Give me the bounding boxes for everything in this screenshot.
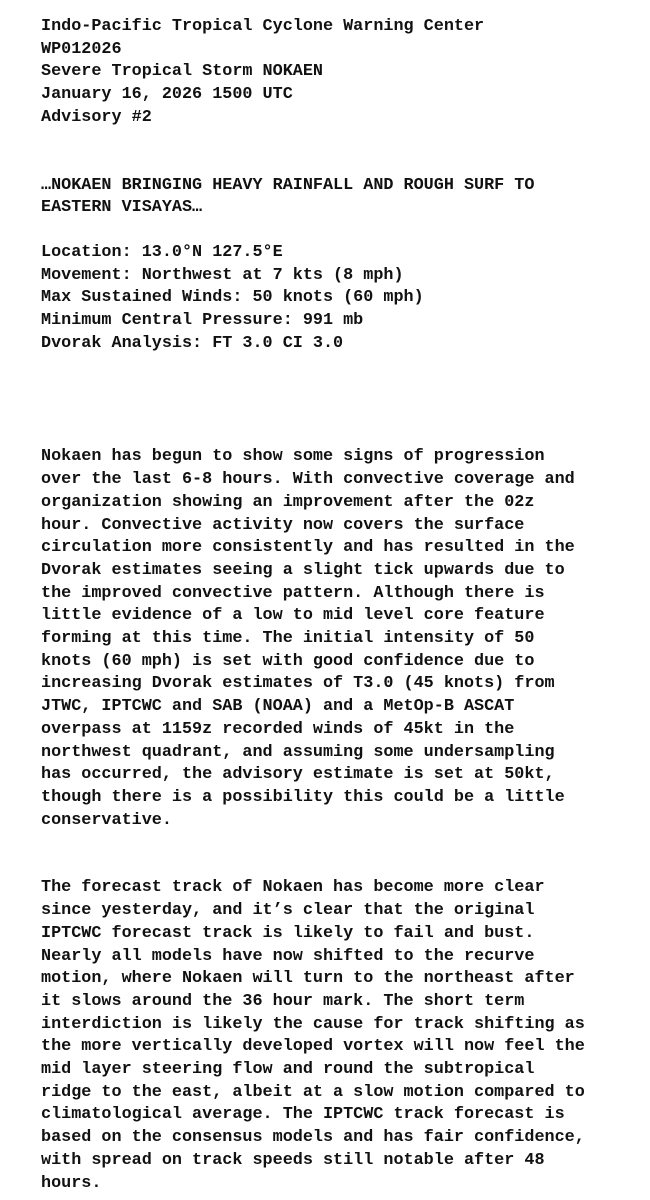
paragraph-line: little evidence of a low to mid level core feature (41, 606, 545, 626)
paragraph-line: IPTCWC forecast track is likely to fail and bust. (41, 923, 535, 943)
storm-stats (41, 242, 621, 356)
paragraph-line: interdiction is likely the cause for track shifting as (41, 1014, 585, 1034)
paragraph-line: hour. Convective activity now covers the surface (41, 515, 525, 535)
paragraph-line: increasing Dvorak estimates of T3.0 (45 knots) from (41, 674, 555, 694)
paragraph-line: based on the consensus models and has fair confidence, (41, 1128, 585, 1148)
paragraph-line: hours. (41, 1173, 102, 1193)
paragraph-line: the more vertically developed vortex will now feel the (41, 1037, 585, 1057)
headline-line: …NOKAEN BRINGING HEAVY RAINFALL AND ROUGH SURF TO (41, 175, 535, 195)
paragraph-line: motion, where Nokaen will turn to the northeast after (41, 969, 575, 989)
headline-line: EASTERN VISAYAS… (41, 198, 203, 218)
paragraph-line: it slows around the 36 hour mark. The short term (41, 991, 525, 1011)
paragraph-line: since yesterday, and it’s clear that the original (41, 901, 535, 921)
paragraph-line: over the last 6-8 hours. With convective coverage and (41, 470, 575, 490)
paragraph-line: with spread on track speeds still notable after 48 (41, 1150, 545, 1170)
paragraph-line: forming at this time. The initial intensity of 50 (41, 629, 535, 649)
paragraph-line: though there is a possibility this could be a little (41, 787, 565, 807)
paragraph-line: ridge to the east, albeit at a slow motion compared to (41, 1082, 585, 1102)
advisory-header (41, 16, 621, 130)
stat-location: Location: 13.0°N 127.5°E (41, 242, 283, 262)
paragraph-line: climatological average. The IPTCWC track forecast is (41, 1105, 565, 1125)
paragraph-line: organization showing an improvement after the 02z (41, 492, 535, 512)
advisory-headline (41, 175, 621, 220)
paragraph-line: circulation more consistently and has resulted in the (41, 538, 575, 558)
discussion-paragraph-intensity (41, 446, 621, 832)
paragraph-line: the improved convective pattern. Although there is (41, 583, 545, 603)
paragraph-line: overpass at 1159z recorded winds of 45kt in the (41, 719, 515, 739)
stat-dvorak: Dvorak Analysis: FT 3.0 CI 3.0 (41, 333, 344, 353)
storm-name: Severe Tropical Storm NOKAEN (41, 62, 323, 82)
paragraph-line: knots (60 mph) is set with good confidence due to (41, 651, 535, 671)
advisory-datetime: January 16, 2026 1500 UTC (41, 85, 293, 105)
paragraph-line: The forecast track of Nokaen has become more clear (41, 878, 545, 898)
paragraph-line: northwest quadrant, and assuming some undersampling (41, 742, 555, 762)
paragraph-line: Nokaen has begun to show some signs of progression (41, 447, 545, 467)
stat-movement: Movement: Northwest at 7 kts (8 mph) (41, 265, 404, 285)
paragraph-line: mid layer steering flow and round the subtropical (41, 1060, 535, 1080)
stat-max-winds: Max Sustained Winds: 50 knots (60 mph) (41, 288, 424, 308)
stat-pressure: Minimum Central Pressure: 991 mb (41, 311, 364, 331)
paragraph-line: Dvorak estimates seeing a slight tick upwards due to (41, 560, 565, 580)
paragraph-line: JTWC, IPTCWC and SAB (NOAA) and a MetOp-B ASCAT (41, 697, 515, 717)
storm-id: WP012026 (41, 39, 122, 59)
paragraph-line: Nearly all models have now shifted to the recurve (41, 946, 535, 966)
advisory-number: Advisory #2 (41, 107, 152, 127)
paragraph-line: conservative. (41, 810, 172, 830)
discussion-paragraph-track (41, 877, 621, 1195)
paragraph-line: has occurred, the advisory estimate is set at 50kt, (41, 765, 555, 785)
agency-name: Indo-Pacific Tropical Cyclone Warning Center (41, 17, 485, 36)
